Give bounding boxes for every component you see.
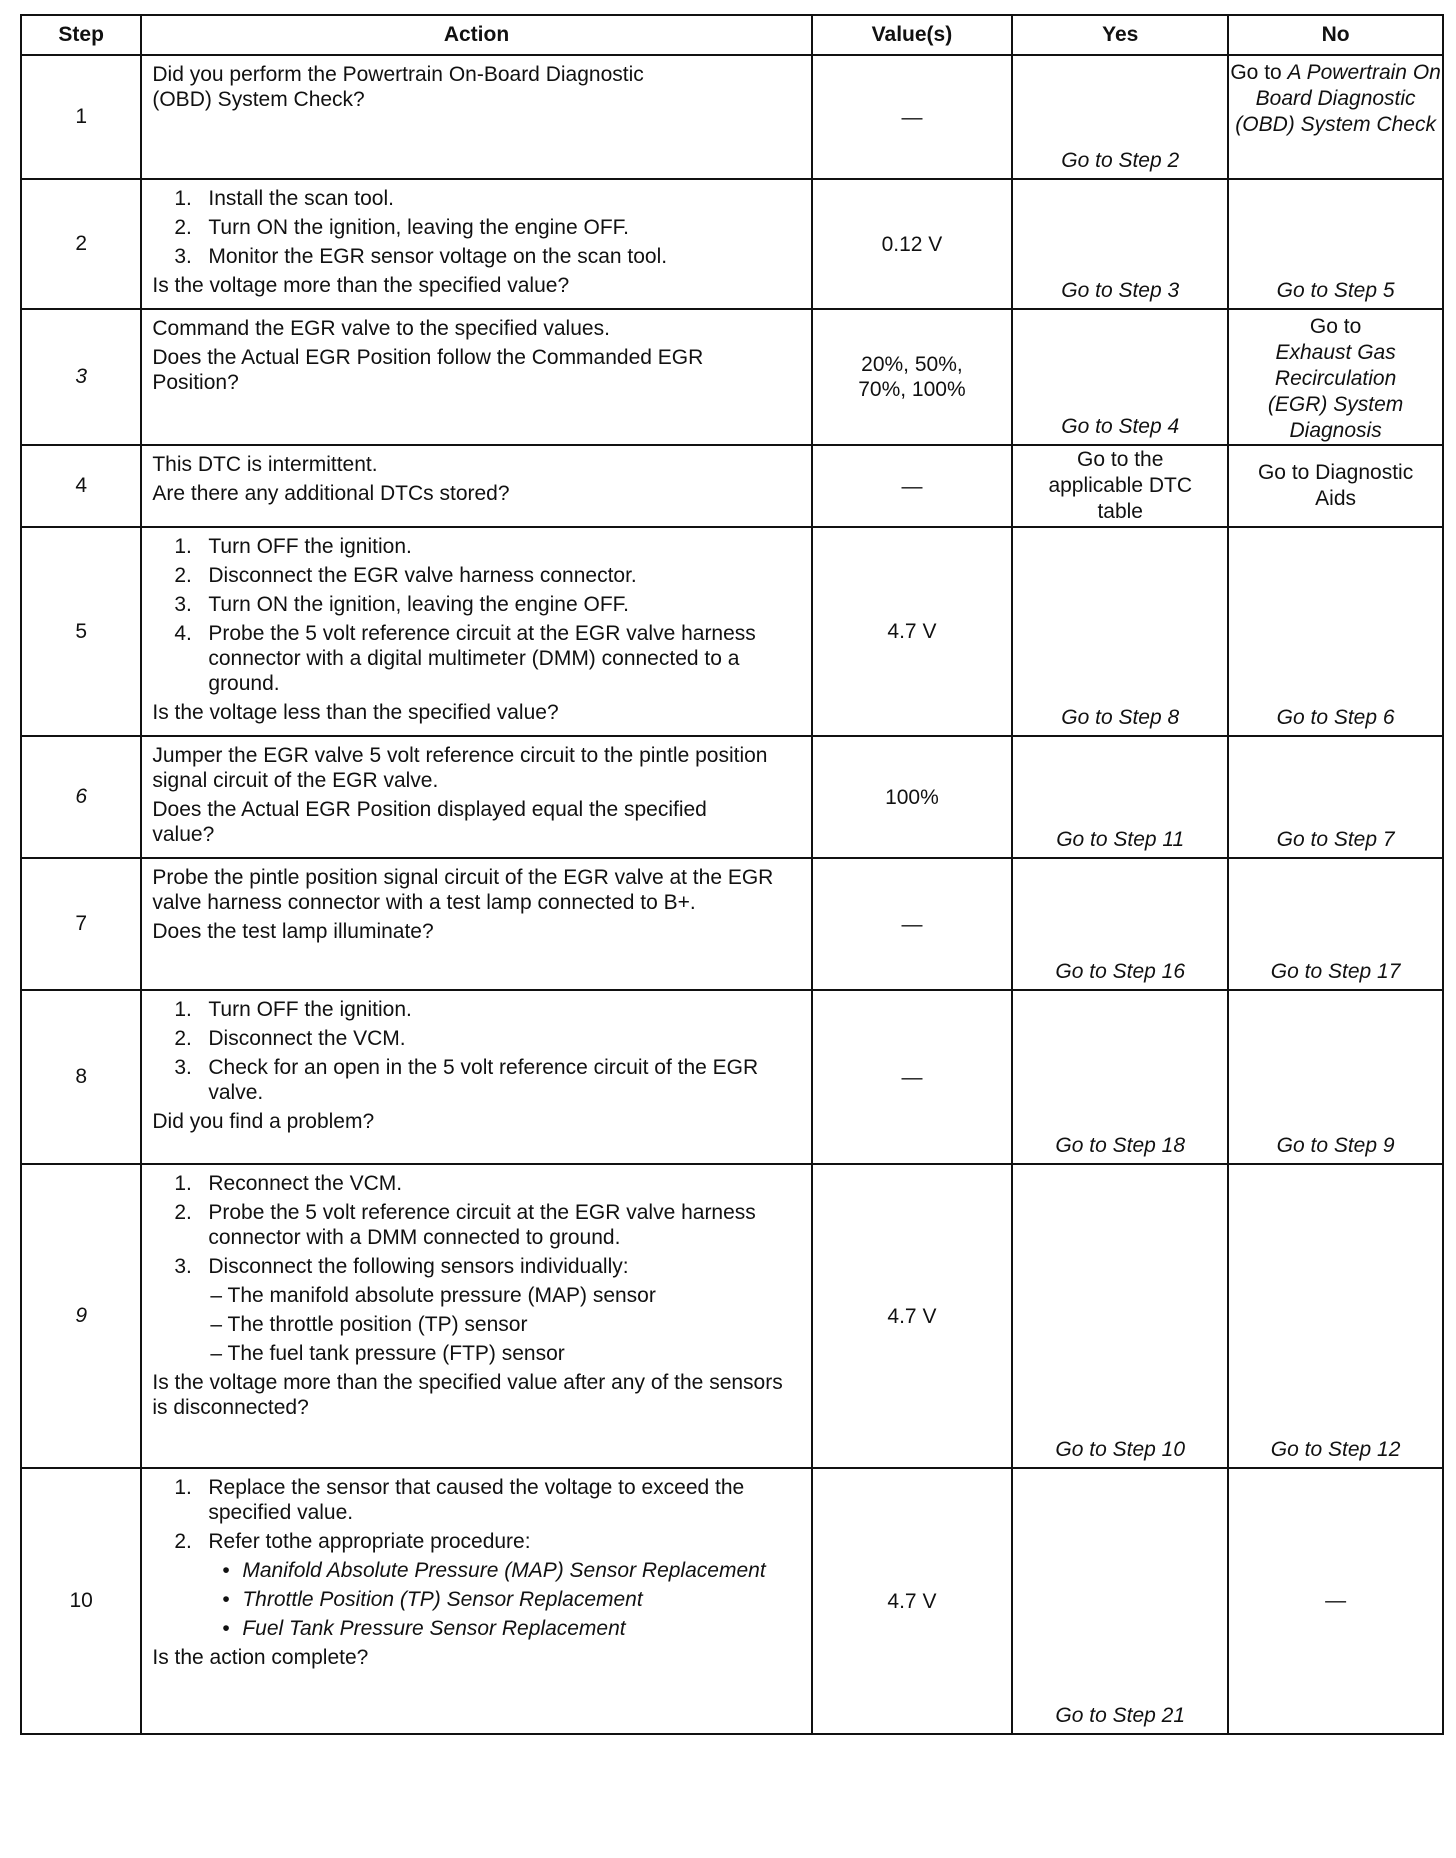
yes-cell: [1012, 527, 1228, 736]
action-text: Jumper the EGR valve 5 volt reference circuit to the pintle position signal circuit of the EGR valve.: [152, 744, 768, 792]
no-link[interactable]: Go to Diagnostic Aids: [1257, 461, 1414, 510]
value-cell: —: [812, 858, 1013, 990]
table-row: [21, 55, 1443, 179]
yes-link[interactable]: Go to Step 3: [1061, 279, 1180, 302]
header-values: Value(s): [812, 15, 1013, 55]
step-number: 8: [21, 990, 141, 1164]
action-cell: [141, 736, 811, 858]
value-cell: —: [812, 445, 1013, 527]
action-cell: [141, 858, 811, 990]
action-cell: [141, 55, 811, 179]
value-cell: 4.7 V: [812, 527, 1013, 736]
no-link[interactable]: Go to Step 17: [1270, 960, 1401, 983]
yes-cell: [1012, 858, 1228, 990]
yes-link[interactable]: Go to Step 8: [1061, 706, 1180, 729]
action-text: Probe the pintle position signal circuit of the EGR valve at the EGR valve harness connector with a test lamp connected to B+.: [152, 866, 774, 914]
action-question: Does the test lamp illuminate?: [152, 920, 434, 943]
list-item: 2. Probe the 5 volt reference circuit at the EGR valve harness connector with a DMM connected to ground.: [174, 1201, 756, 1249]
procedure-link[interactable]: • Manifold Absolute Pressure (MAP) Sensor Replacement: [222, 1559, 766, 1582]
action-cell: [141, 527, 811, 736]
header-step: Step: [21, 15, 141, 55]
table-row: [21, 1164, 1443, 1468]
no-link[interactable]: Go to Step 12: [1270, 1438, 1401, 1461]
table-row: [21, 445, 1443, 527]
yes-link[interactable]: Go to Step 4: [1061, 415, 1180, 438]
table-row: [21, 858, 1443, 990]
yes-link[interactable]: Go to Step 2: [1061, 149, 1180, 172]
yes-cell: [1012, 990, 1228, 1164]
step-number: 10: [21, 1468, 141, 1734]
sub-item: – The manifold absolute pressure (MAP) sensor: [210, 1284, 656, 1307]
step-number: 6: [21, 736, 141, 858]
value-cell: 4.7 V: [812, 1468, 1013, 1734]
no-cell: [1228, 309, 1443, 445]
table-row: [21, 309, 1443, 445]
step-number: 1: [21, 55, 141, 179]
procedure-link[interactable]: • Throttle Position (TP) Sensor Replacement: [222, 1588, 643, 1611]
list-item: 3. Check for an open in the 5 volt reference circuit of the EGR valve.: [174, 1056, 759, 1104]
step-number: 3: [21, 309, 141, 445]
no-link[interactable]: Go to Step 7: [1276, 828, 1395, 851]
no-link[interactable]: Go to Step 5: [1276, 279, 1395, 302]
action-cell: [141, 990, 811, 1164]
no-link[interactable]: Exhaust Gas Recirculation (EGR) System Diagnosis: [1267, 341, 1404, 442]
no-cell: [1228, 55, 1443, 179]
table-row: [21, 736, 1443, 858]
list-item: 1. Reconnect the VCM.: [174, 1172, 403, 1195]
list-item: 1. Turn OFF the ignition.: [174, 998, 412, 1021]
step-number: 4: [21, 445, 141, 527]
yes-cell: [1012, 736, 1228, 858]
action-question: Is the voltage more than the specified value?: [152, 274, 570, 297]
no-cell: [1228, 858, 1443, 990]
no-cell: [1228, 179, 1443, 309]
no-cell: [1228, 736, 1443, 858]
no-cell: [1228, 1164, 1443, 1468]
list-item: 2. Turn ON the ignition, leaving the engine OFF.: [174, 216, 629, 239]
sub-item: – The fuel tank pressure (FTP) sensor: [210, 1342, 565, 1365]
table-row: [21, 179, 1443, 309]
diagnostic-table: [20, 14, 1444, 1735]
action-question: Did you find a problem?: [152, 1110, 375, 1133]
yes-cell: [1012, 1468, 1228, 1734]
no-cell: —: [1228, 1468, 1443, 1734]
action-text: This DTC is intermittent.: [152, 453, 378, 476]
action-text: Did you perform the Powertrain On-Board Diagnostic (OBD) System Check?: [152, 63, 644, 111]
list-item: 2. Disconnect the VCM.: [174, 1027, 406, 1050]
list-item: 1. Turn OFF the ignition.: [174, 535, 412, 558]
header-yes: Yes: [1012, 15, 1228, 55]
action-question: Does the Actual EGR Position displayed equal the specified value?: [152, 798, 707, 846]
list-item: 2. Refer tothe appropriate procedure:: [174, 1530, 531, 1553]
no-link[interactable]: Go to Step 6: [1276, 706, 1395, 729]
value-cell: 4.7 V: [812, 1164, 1013, 1468]
action-question: Does the Actual EGR Position follow the Commanded EGR Position?: [152, 346, 704, 394]
no-cell: [1228, 990, 1443, 1164]
list-item: 3. Monitor the EGR sensor voltage on the scan tool.: [174, 245, 668, 268]
yes-link[interactable]: Go to Step 21: [1055, 1704, 1186, 1727]
no-cell: [1228, 445, 1443, 527]
table-header-row: [21, 15, 1443, 55]
action-cell: [141, 1468, 811, 1734]
yes-link[interactable]: Go to Step 10: [1055, 1438, 1186, 1461]
step-number: 2: [21, 179, 141, 309]
list-item: 1. Install the scan tool.: [174, 187, 394, 210]
action-question: Are there any additional DTCs stored?: [152, 482, 510, 505]
list-item: 3. Turn ON the ignition, leaving the engine OFF.: [174, 593, 629, 616]
value-cell: —: [812, 990, 1013, 1164]
action-text: Command the EGR valve to the specified values.: [152, 317, 610, 340]
action-question: Is the voltage more than the specified value after any of the sensors is disconnected?: [152, 1371, 783, 1419]
no-link[interactable]: A Powertrain On Board Diagnostic (OBD) System Check: [1235, 61, 1441, 136]
value-cell: —: [812, 55, 1013, 179]
yes-link[interactable]: Go to the applicable DTC table: [1048, 448, 1193, 523]
yes-cell: [1012, 445, 1228, 527]
list-item: 4. Probe the 5 volt reference circuit at the EGR valve harness connector with a digital multimeter (DMM) connected to a ground.: [174, 622, 756, 695]
yes-link[interactable]: Go to Step 11: [1056, 828, 1185, 851]
action-cell: [141, 179, 811, 309]
list-item: 3. Disconnect the following sensors individually:: [174, 1255, 629, 1278]
table-row: [21, 990, 1443, 1164]
yes-cell: [1012, 309, 1228, 445]
no-prefix: Go to: [1230, 61, 1288, 84]
action-question: Is the voltage less than the specified value?: [152, 701, 559, 724]
list-item: 2. Disconnect the EGR valve harness connector.: [174, 564, 637, 587]
table-row: [21, 1468, 1443, 1734]
no-link[interactable]: Go to Step 9: [1276, 1134, 1395, 1157]
yes-cell: [1012, 55, 1228, 179]
list-item: 1. Replace the sensor that caused the voltage to exceed the specified value.: [174, 1476, 745, 1524]
no-cell: [1228, 527, 1443, 736]
yes-cell: [1012, 179, 1228, 309]
yes-cell: [1012, 1164, 1228, 1468]
yes-link[interactable]: Go to Step 18: [1055, 1134, 1186, 1157]
header-no: No: [1228, 15, 1443, 55]
value-cell: 20%, 50%, 70%, 100%: [812, 309, 1013, 445]
diagnostic-table-sheet: [20, 14, 1444, 1735]
procedure-link[interactable]: • Fuel Tank Pressure Sensor Replacement: [222, 1617, 626, 1640]
step-number: 9: [21, 1164, 141, 1468]
action-question: Is the action complete?: [152, 1646, 369, 1669]
value-cell: 0.12 V: [812, 179, 1013, 309]
yes-link[interactable]: Go to Step 16: [1055, 960, 1186, 983]
step-number: 5: [21, 527, 141, 736]
no-prefix: Go to: [1309, 315, 1362, 338]
step-number: 7: [21, 858, 141, 990]
sub-item: – The throttle position (TP) sensor: [210, 1313, 528, 1336]
table-row: [21, 527, 1443, 736]
action-cell: [141, 309, 811, 445]
action-cell: [141, 445, 811, 527]
action-cell: [141, 1164, 811, 1468]
header-action: Action: [141, 15, 811, 55]
value-cell: 100%: [812, 736, 1013, 858]
